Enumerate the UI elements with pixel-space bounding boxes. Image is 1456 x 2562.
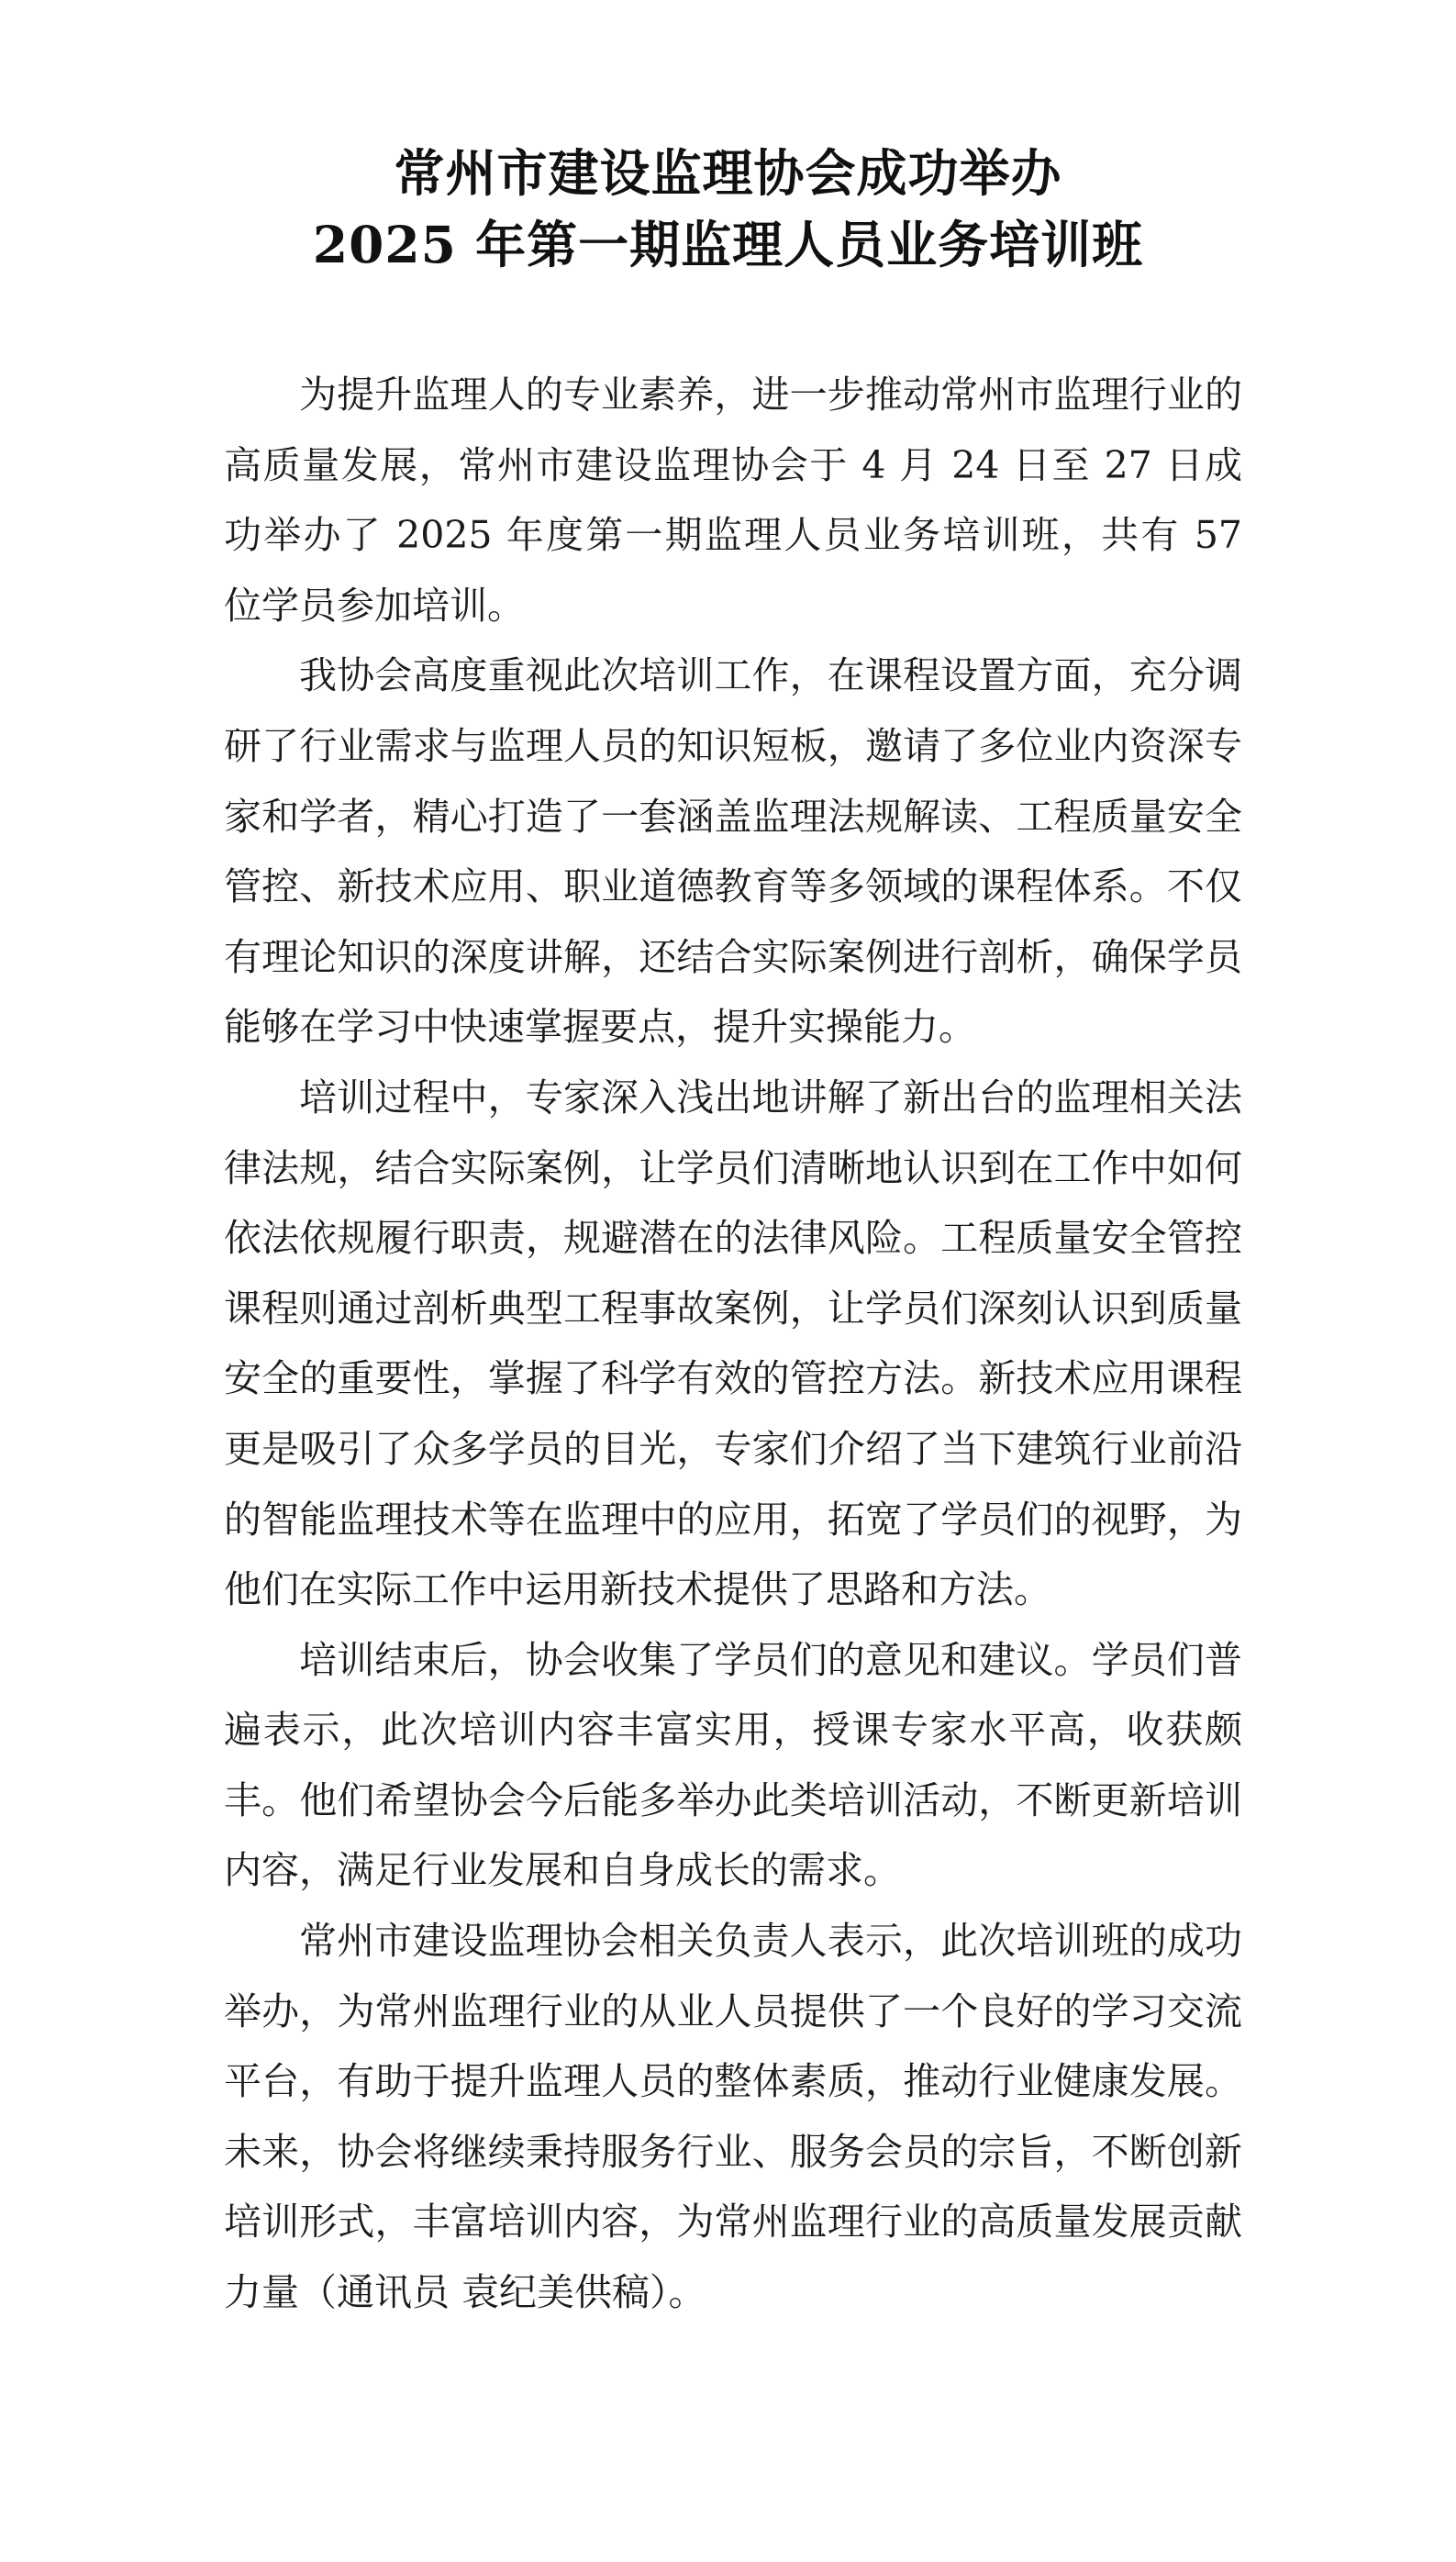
title-line-2: 2025 年第一期监理人员业务培训班 <box>312 215 1144 274</box>
paragraph-curriculum: 我协会高度重视此次培训工作，在课程设置方面，充分调研了行业需求与监理人员的知识短板，邀请了多位业内资深专家和学者，精心打造了一套涵盖监理法规解读、工程质量安全管控、新技术应用、职业道德教育等多领域的课程体系。不仅有理论知识的深度讲解，还结合实际案例进行剖析，确保学员能够在学习中快速掌握要点，提升实操能力。 <box>224 653 1242 1050</box>
paragraph-feedback: 培训结束后，协会收集了学员们的意见和建议。学员们普遍表示，此次培训内容丰富实用，授课专家水平高，收获颇丰。他们希望协会今后能多举办此类培训活动，不断更新培训内容，满足行业发展和自身成长的需求。 <box>224 1637 1242 1893</box>
article-body <box>224 360 1242 2328</box>
article-title <box>0 138 1456 281</box>
paragraph-conclusion: 常州市建设监理协会相关负责人表示，此次培训班的成功举办，为常州监理行业的从业人员提供了一个良好的学习交流平台，有助于提升监理人员的整体素质，推动行业健康发展。未来，协会将继续秉持服务行业、服务会员的宗旨，不断创新培训形式，丰富培训内容，为常州监理行业的高质量发展贡献力量（通讯员 袁纪美供稿）。 <box>224 1919 1242 2315</box>
title-line-1: 常州市建设监理协会成功举办 <box>394 143 1062 203</box>
paragraph-training-process: 培训过程中，专家深入浅出地讲解了新出台的监理相关法律法规，结合实际案例，让学员们清晰地认识到在工作中如何依法依规履行职责，规避潜在的法律风险。工程质量安全管控课程则通过剖析典型工程事故案例，让学员们深刻认识到质量安全的重要性，掌握了科学有效的管控方法。新技术应用课程更是吸引了众多学员的目光，专家们介绍了当下建筑行业前沿的智能监理技术等在监理中的应用，拓宽了学员们的视野，为他们在实际工作中运用新技术提供了思路和方法。 <box>224 1075 1242 1612</box>
paragraph-intro: 为提升监理人的专业素养，进一步推动常州市监理行业的高质量发展，常州市建设监理协会于 4 月 24 日至 27 日成功举办了 2025 年度第一期监理人员业务培训班，共有 57 位学员参加培训。 <box>224 373 1242 628</box>
